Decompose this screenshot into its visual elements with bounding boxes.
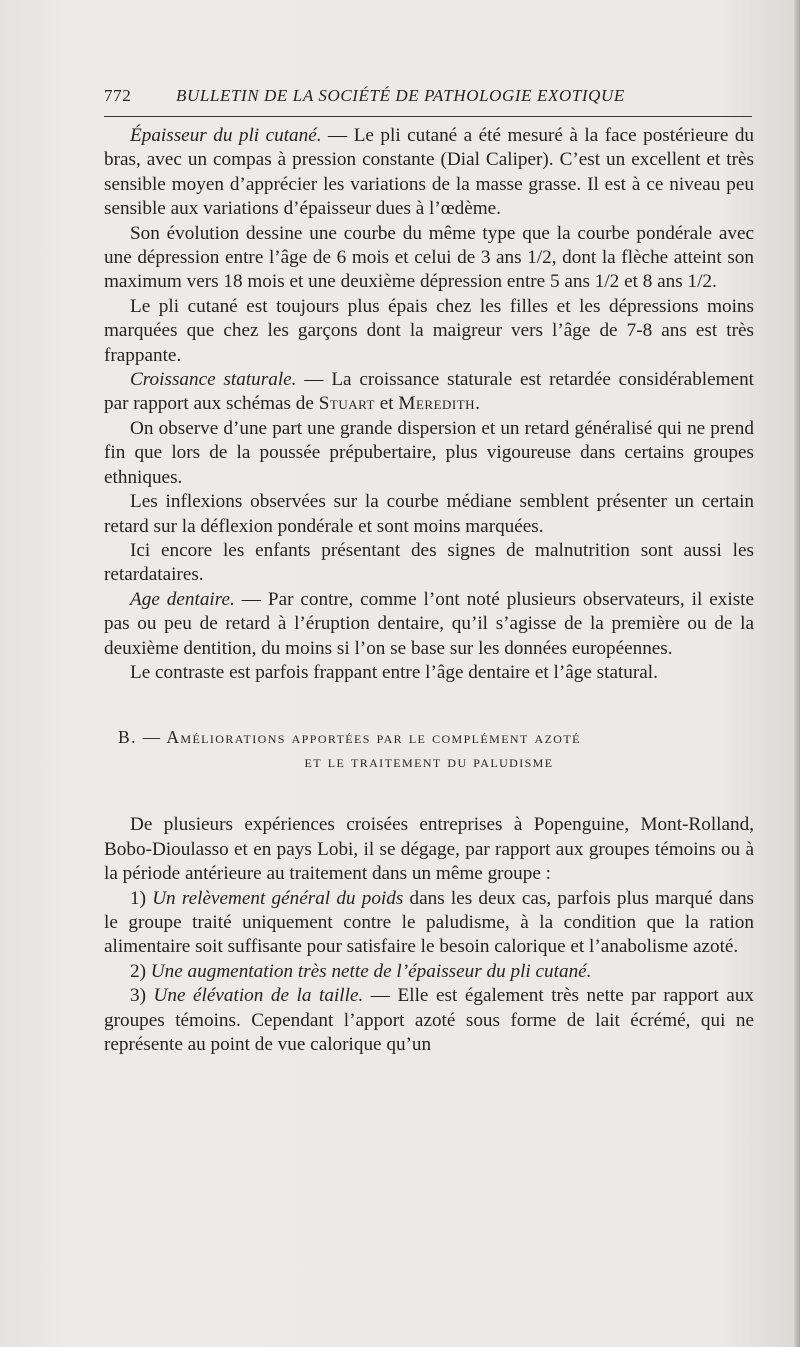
paragraph-stature: Croissance staturale. — La croissance staturale est retardée considérablement par rapport aux schémas de Stuart et Meredith. [104, 369, 754, 415]
subheading-stature: Croissance staturale. [130, 369, 297, 391]
paragraph: Le contraste est parfois frappant entre l’âge dentaire et l’âge statural. [130, 661, 658, 683]
running-header [104, 86, 754, 110]
subheading-dental-age: Age dentaire. [130, 588, 235, 610]
author-name: Meredith [398, 393, 476, 415]
page-edge-shadow [794, 0, 800, 1347]
section-heading [104, 725, 754, 773]
paragraph: On observe d’une part une grande dispersion et un retard généralisé qui ne prend fin que lors de la poussée prépubertaire, plus vigoureuse dans certains groupes ethniques. [104, 417, 754, 488]
header-rule [104, 116, 752, 117]
paragraph: Son évolution dessine une courbe du même type que la courbe pondérale avec une dépression entre l’âge de 6 mois et celui de 3 ans 1/2, dont la flèche atteint son maximum vers 18 mois et une deuxième dépression entre 5 ans 1/2 et 8 ans 1/2. [104, 222, 754, 293]
section-heading-line: B. — Améliorations apportées par le complément azoté [118, 727, 581, 748]
list-item: 3) Une élévation de la taille. — Elle est également très nette par rapport aux groupes témoins. Cependant l’apport azoté sous forme de lait écrémé, qui ne représente au point de vue calorique qu’un [104, 985, 755, 1055]
journal-title: BULLETIN DE LA SOCIÉTÉ DE PATHOLOGIE EXOTIQUE [176, 86, 625, 105]
paragraph: Ici encore les enfants présentant des signes de malnutrition sont aussi les retardataires. [104, 539, 754, 586]
paragraph: Les inflexions observées sur la courbe médiane semblent présenter un certain retard sur la déflexion pondérale et sont moins marquées. [104, 491, 754, 537]
article-body [104, 124, 754, 1057]
list-item: 2) Une augmentation très nette de l’épaisseur du pli cutané. [130, 960, 592, 982]
list-item: 1) Un relèvement général du poids dans les deux cas, parfois plus marqué dans le groupe traité uniquement contre le paludisme, à la condition que la ration alimentaire soit suffisante pour satisfaire le besoin calorique et l’anabolisme azoté. [104, 887, 755, 958]
author-name: Stuart [318, 393, 375, 415]
section-heading-line: et le traitement du paludisme [304, 751, 554, 772]
page-number: 772 [104, 86, 132, 105]
paragraph-dental-age: Age dentaire. — Par contre, comme l’ont noté plusieurs observateurs, il existe pas ou peu de retard à l’éruption dentaire, qu’il s’agisse de la première ou de la deuxième dentition, du moins si l’on se base sur les données européennes. [104, 588, 755, 659]
subheading-skinfold: Épaisseur du pli cutané. [130, 125, 322, 146]
paragraph: De plusieurs expériences croisées entreprises à Popenguine, Mont-Rolland, Bobo-Dioulasso et en pays Lobi, il se dégage, par rapport aux groupes témoins ou à la période antérieure au traitement dans un même groupe : [104, 814, 754, 885]
paragraph: Le pli cutané est toujours plus épais chez les filles et les dépressions moins marquées que chez les garçons dont la maigreur vers l’âge de 7-8 ans est très frappante. [104, 295, 754, 366]
paragraph-skinfold: Épaisseur du pli cutané. — Le pli cutané a été mesuré à la face postérieure du bras, avec un compas à pression constante (Dial Caliper). C’est un excellent et très sensible moyen d’apprécier les variations de la masse grasse. Il est à ce niveau peu sensible aux variations d’épaisseur dues à l’œdème. [104, 125, 755, 220]
